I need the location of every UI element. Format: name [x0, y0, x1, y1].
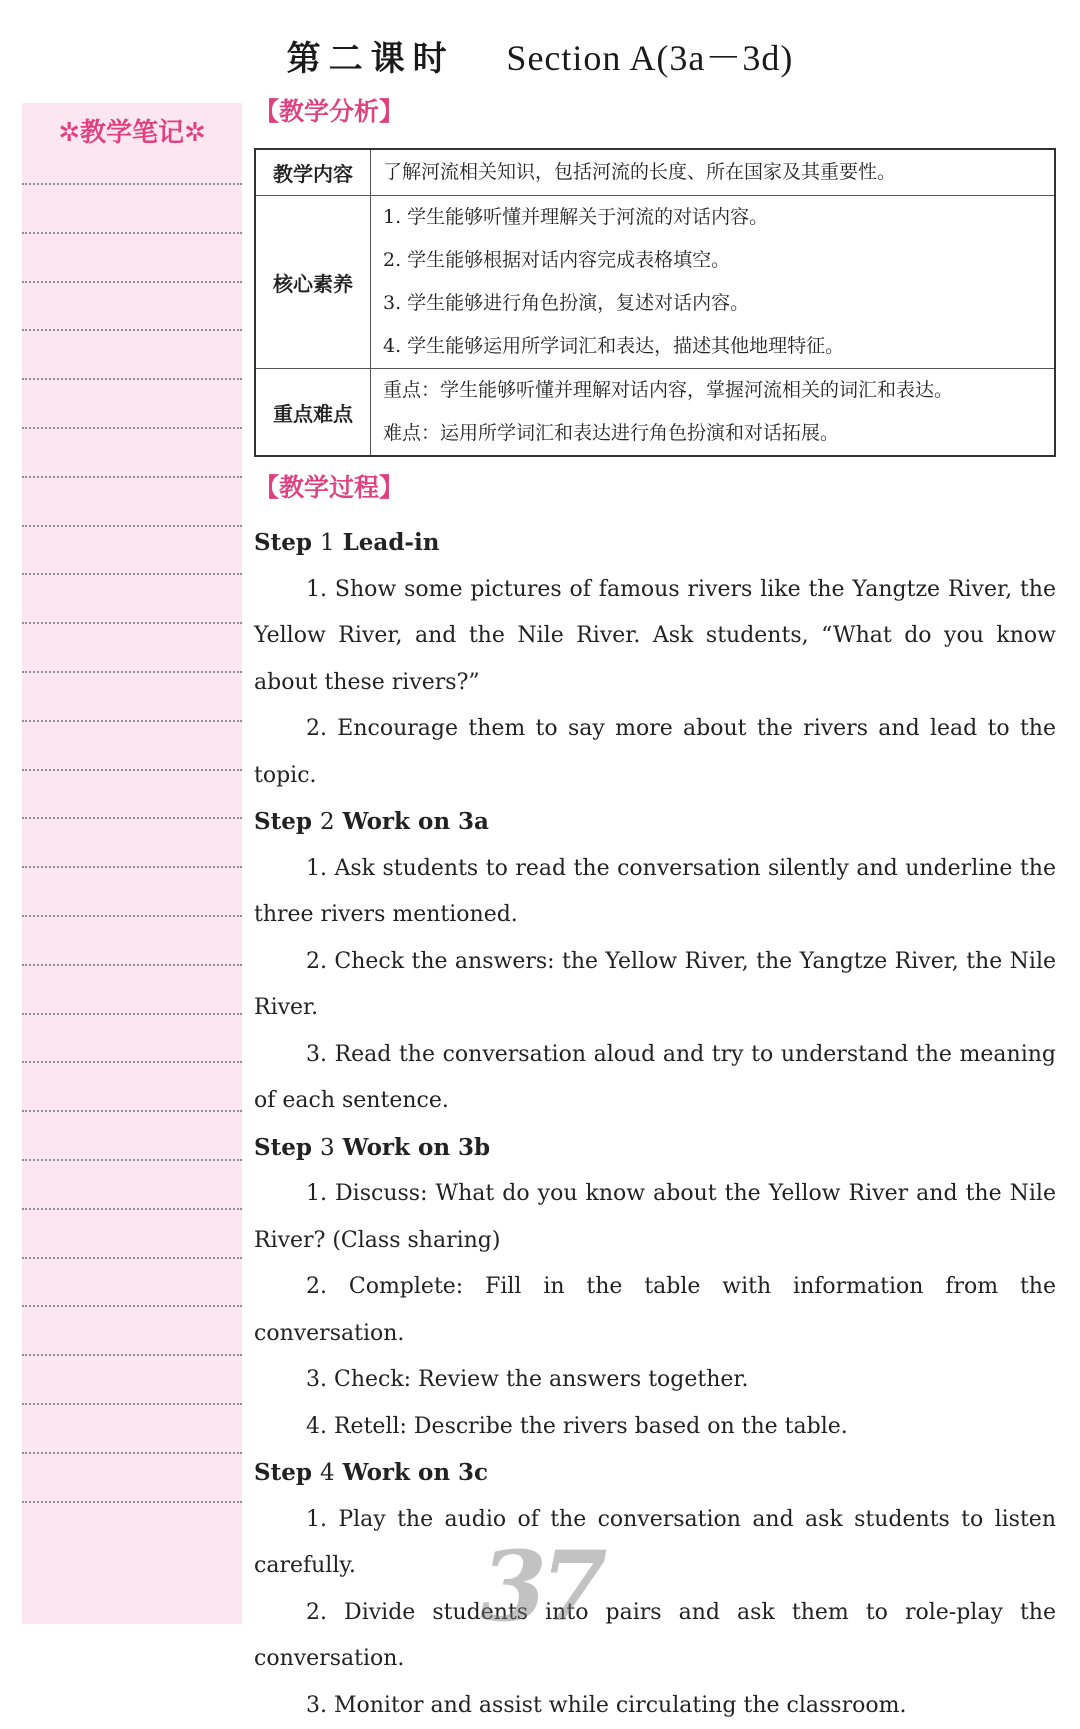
page-number: 37 — [480, 1530, 602, 1643]
analysis-row-content — [255, 149, 1055, 196]
step-number: 2 — [320, 809, 335, 835]
step-item: 2. Check the answers: the Yellow River, the Yangtze River, the Nile River. — [254, 939, 1056, 1032]
analysis-heading: 【教学分析】 — [254, 92, 404, 128]
notes-ruling-line — [22, 281, 242, 283]
notes-ruling-line — [22, 183, 242, 185]
row-content — [371, 369, 1056, 457]
notes-ruling-line — [22, 1354, 242, 1356]
notes-ruling-line — [22, 525, 242, 527]
step-heading — [254, 520, 1056, 567]
lesson-label: 第二课时 — [287, 39, 455, 79]
process-heading: 【教学过程】 — [254, 468, 404, 504]
notes-ruling-line — [22, 866, 242, 868]
content-line: 2. 学生能够根据对话内容完成表格填空。 — [383, 239, 1042, 282]
notes-sidebar — [22, 103, 242, 1624]
notes-ruling-line — [22, 964, 242, 966]
step-word: Step — [254, 808, 312, 835]
step-title: Work on 3b — [343, 1134, 491, 1161]
section-label: Section A(3a－3d) — [506, 38, 793, 78]
step-number: 3 — [320, 1135, 335, 1161]
step-word: Step — [254, 1134, 312, 1161]
row-content — [371, 149, 1056, 196]
step-item: 1. Show some pictures of famous rivers like the Yangtze River, the Yellow River, and the Nile River. Ask students, “What do you know about these rivers?” — [254, 567, 1056, 707]
step-word: Step — [254, 1459, 312, 1486]
analysis-row-keypoints — [255, 369, 1055, 457]
analysis-row-competency — [255, 196, 1055, 369]
content-line: 4. 学生能够运用所学词汇和表达，描述其他地理特征。 — [383, 325, 1042, 368]
content-line: 重点：学生能够听懂并理解对话内容，掌握河流相关的词汇和表达。 — [383, 369, 1042, 412]
notes-ruling-line — [22, 427, 242, 429]
step-item: 3. Check: Review the answers together. — [254, 1357, 1056, 1404]
content-line: 1. 学生能够听懂并理解关于河流的对话内容。 — [383, 196, 1042, 239]
row-label: 重点难点 — [255, 369, 371, 457]
step-word: Step — [254, 529, 312, 556]
step-title: Work on 3c — [343, 1459, 488, 1486]
notes-ruling-line — [22, 720, 242, 722]
step-item: 2. Complete: Fill in the table with information from the conversation. — [254, 1264, 1056, 1357]
step-item: 1. Ask students to read the conversation silently and underline the three rivers mentioned. — [254, 846, 1056, 939]
notes-ruling-line — [22, 476, 242, 478]
content-line: 了解河流相关知识，包括河流的长度、所在国家及其重要性。 — [383, 151, 1042, 194]
row-content — [371, 196, 1056, 369]
notes-ruling-line — [22, 1110, 242, 1112]
step-title: Lead-in — [343, 529, 440, 556]
notes-ruling-line — [22, 671, 242, 673]
step-item: 3. Read the conversation aloud and try to understand the meaning of each sentence. — [254, 1032, 1056, 1125]
row-label: 教学内容 — [255, 149, 371, 196]
step-item: 4. Retell: Describe the rivers based on the table. — [254, 1404, 1056, 1451]
process-body — [254, 520, 1056, 1729]
step-number: 1 — [320, 530, 335, 556]
step-heading — [254, 1450, 1056, 1497]
step-item: 1. Play the audio of the conversation and ask students to listen carefully. — [254, 1497, 1056, 1590]
row-label: 核心素养 — [255, 196, 371, 369]
notes-ruling-line — [22, 1501, 242, 1503]
notes-ruling-line — [22, 1208, 242, 1210]
notes-ruling-line — [22, 329, 242, 331]
step-heading — [254, 799, 1056, 846]
notes-ruling-line — [22, 232, 242, 234]
content-line: 难点：运用所学词汇和表达进行角色扮演和对话拓展。 — [383, 412, 1042, 455]
notes-ruling-line — [22, 817, 242, 819]
notes-ruling-line — [22, 573, 242, 575]
content-line: 3. 学生能够进行角色扮演，复述对话内容。 — [383, 282, 1042, 325]
notes-ruling-line — [22, 378, 242, 380]
notes-ruling-line — [22, 1452, 242, 1454]
notes-ruling-line — [22, 1159, 242, 1161]
notes-ruling-line — [22, 1257, 242, 1259]
page-title — [0, 30, 1080, 81]
analysis-table — [254, 148, 1056, 457]
step-item: 1. Discuss: What do you know about the Yellow River and the Nile River? (Class sharing) — [254, 1171, 1056, 1264]
notes-ruling-line — [22, 1013, 242, 1015]
notes-ruling-line — [22, 1403, 242, 1405]
step-item: 2. Divide students into pairs and ask them to role-play the conversation. — [254, 1590, 1056, 1683]
step-heading — [254, 1125, 1056, 1172]
notes-sidebar-title: ✲教学笔记✲ — [22, 103, 242, 163]
step-number: 4 — [320, 1460, 335, 1486]
notes-ruling-line — [22, 1305, 242, 1307]
notes-ruling-line — [22, 1061, 242, 1063]
notes-ruling-line — [22, 622, 242, 624]
notes-ruling-line — [22, 769, 242, 771]
notes-ruling-line — [22, 915, 242, 917]
step-item: 2. Encourage them to say more about the rivers and lead to the topic. — [254, 706, 1056, 799]
step-title: Work on 3a — [343, 808, 489, 835]
step-item: 3. Monitor and assist while circulating the classroom. — [254, 1683, 1056, 1729]
